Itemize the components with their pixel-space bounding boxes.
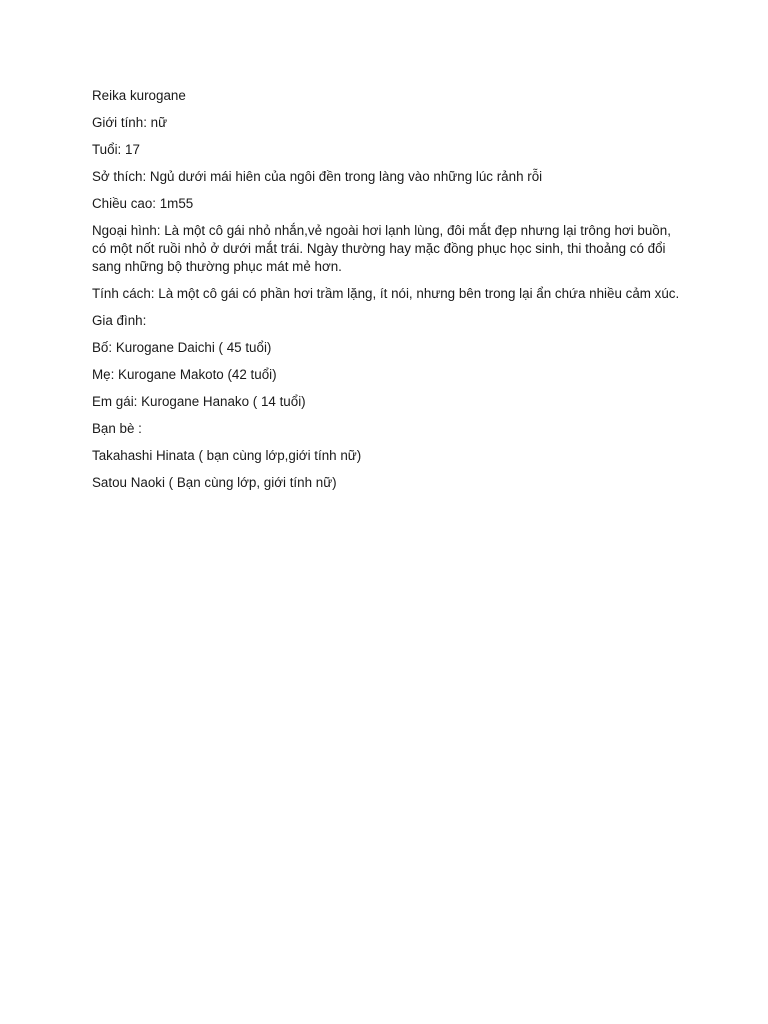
height-line: Chiều cao: 1m55 <box>92 196 194 211</box>
father-line: Bố: Kurogane Daichi ( 45 tuổi) <box>92 340 272 355</box>
friends-heading: Bạn bè : <box>92 421 142 436</box>
friend-line-2: Satou Naoki ( Bạn cùng lớp, giới tính nữ) <box>92 475 337 490</box>
document-page <box>92 87 682 501</box>
appearance-paragraph: Ngoại hình: Là một cô gái nhỏ nhắn,vẻ ngoài hơi lạnh lùng, đôi mắt đẹp nhưng lại trông hơi buồn, có một nốt ruồi nhỏ ở dưới mắt trái. Ngày thường hay mặc đồng phục học sinh, thi thoảng có đổi sang những bộ thường phục mát mẻ hơn. <box>92 223 671 274</box>
friend-line-1: Takahashi Hinata ( bạn cùng lớp,giới tính nữ) <box>92 448 362 463</box>
mother-line: Mẹ: Kurogane Makoto (42 tuổi) <box>92 367 277 382</box>
personality-paragraph: Tính cách: Là một cô gái có phần hơi trầm lặng, ít nói, nhưng bên trong lại ẩn chứa nhiều cảm xúc. <box>92 286 680 301</box>
gender-line: Giới tính: nữ <box>92 115 168 130</box>
family-heading: Gia đình: <box>92 313 147 328</box>
character-name: Reika kurogane <box>92 88 186 103</box>
age-line: Tuổi: 17 <box>92 142 140 157</box>
sister-line: Em gái: Kurogane Hanako ( 14 tuổi) <box>92 394 306 409</box>
hobby-line: Sở thích: Ngủ dưới mái hiên của ngôi đền trong làng vào những lúc rảnh rỗi <box>92 169 543 184</box>
